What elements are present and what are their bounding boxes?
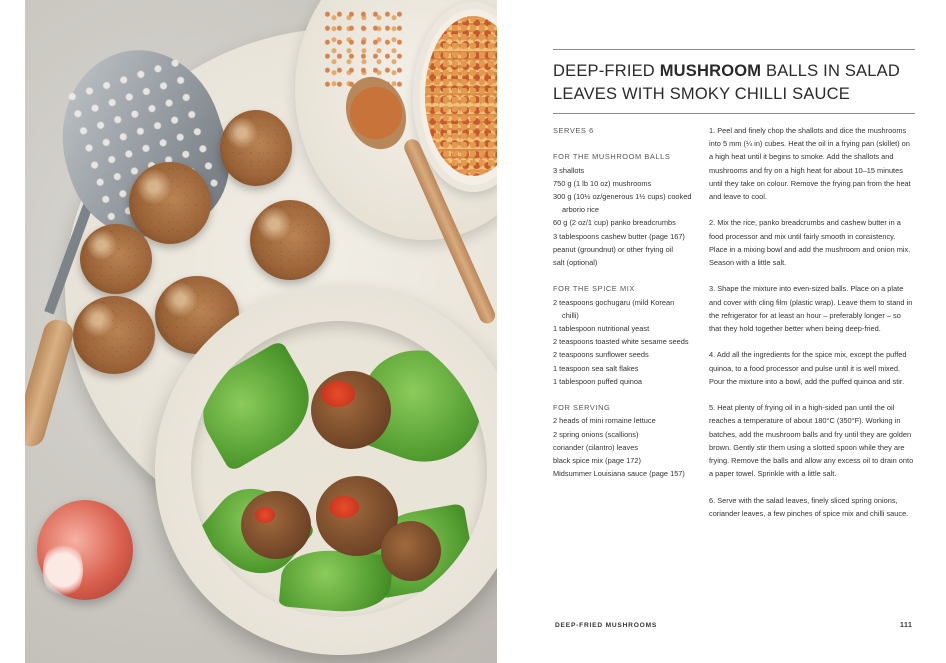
ingredient: peanut (groundnut) or other frying oil — [553, 244, 673, 254]
page-number: 111 — [900, 622, 913, 629]
spice-mix — [425, 16, 497, 176]
ingredient: 60 g (2 oz/1 cup) panko breadcrumbs — [553, 218, 676, 228]
mushroom-ball — [250, 200, 330, 280]
method-step: 6. Serve with the salad leaves, finely sliced spring onions, coriander leaves, a few pinches of spice mix and chilli sauce. — [709, 495, 909, 518]
mushroom-ball — [381, 521, 441, 581]
chilli-sauce — [321, 381, 355, 407]
ingredient: coriander (cilantro) leaves — [553, 442, 639, 452]
method-step: 5. Heat plenty of frying oil in a high-sided pan until the oil reaches a temperature of about 180°C (350°F). Working in batches, add the mushroom balls and fry until they are golden brown. Gently stir them using a slotted spoon while they are frying. Remove the balls and allow any excess oil to drain onto a paper towel. Sprinkle with a little salt. — [709, 403, 914, 479]
ingredient: 3 shallots — [553, 165, 585, 175]
section-heading: FOR SERVING — [553, 403, 611, 413]
ingredient: 300 g (10½ oz/generous 1½ cups) cooked arborio rice — [553, 192, 692, 215]
ingredient: 2 teaspoons gochugaru (mild Korean chilli) — [553, 297, 675, 320]
mushroom-ball — [73, 296, 155, 374]
salad — [191, 321, 487, 617]
section-heading: FOR THE MUSHROOM BALLS — [553, 152, 671, 162]
chilli-sauce — [329, 496, 359, 518]
ingredient: 1 tablespoon nutritional yeast — [553, 324, 650, 334]
mushroom-ball — [80, 224, 152, 294]
ingredient: 3 tablespoons cashew butter (page 167) — [553, 231, 685, 241]
method-step: 2. Mix the rice, panko breadcrumbs and cashew butter in a food processor and mix until fairly smooth in consistency. Place in a mixing bowl and add the mushroom and onion mix. Season with a little salt. — [709, 218, 911, 268]
slotted-spoon-handle — [25, 316, 76, 449]
running-title: DEEP-FRIED MUSHROOMS — [555, 622, 658, 629]
ingredient: Midsummer Louisiana sauce (page 157) — [553, 469, 685, 479]
chilli-sauce — [255, 507, 275, 523]
mushroom-ball — [220, 110, 292, 186]
title-rule — [553, 113, 915, 114]
method-step: 3. Shape the mixture into even-sized balls. Place on a plate and cover with cling film (plastic wrap). Leave them to stand in the refrigerator for at least an hour – preferably longer – so that they hold together better when being deep-fried. — [709, 284, 913, 334]
mushroom-ball — [241, 491, 311, 559]
lettuce-leaf — [191, 340, 326, 473]
ingredients-column — [553, 124, 693, 480]
top-rule — [553, 49, 915, 50]
recipe-title: DEEP-FRIED MUSHROOM BALLS IN SALAD LEAVES WITH SMOKY CHILLI SAUCE — [553, 62, 900, 103]
ingredient: 2 teaspoons sunflower seeds — [553, 350, 649, 360]
ingredient: black spice mix (page 172) — [553, 456, 641, 466]
salad-bowl — [155, 285, 497, 655]
mushroom-ball — [129, 162, 211, 244]
method-step: 4. Add all the ingredients for the spice mix, except the puffed quinoa, to a food processor and pulse until it is well mixed. Pour the mixture into a bowl, add the puffed quinoa and stir. — [709, 350, 907, 386]
ingredient: 1 tablespoon puffed quinoa — [553, 376, 643, 386]
sauce-bottle-neck — [43, 540, 83, 600]
serves: SERVES 6 — [553, 126, 594, 135]
lettuce-leaf — [279, 546, 394, 615]
ingredient: 2 teaspoons toasted white sesame seeds — [553, 337, 689, 347]
mushroom-ball — [311, 371, 391, 449]
method-step: 1. Peel and finely chop the shallots and dice the mushrooms into 5 mm (¼ in) cubes. Heat the oil in a frying pan (skillet) on a high heat until it begins to smoke. Add the shallots and mushrooms and fry on a high heat for about 10–15 minutes until they take on colour. Remove the frying pan from the heat and leave to cool. — [709, 126, 911, 202]
method-column — [709, 124, 915, 533]
ingredient: 2 spring onions (scallions) — [553, 429, 639, 439]
food-photo — [25, 0, 497, 663]
section-heading: FOR THE SPICE MIX — [553, 284, 635, 294]
ingredient: 1 teaspoon sea salt flakes — [553, 363, 639, 373]
ingredient: salt (optional) — [553, 258, 598, 268]
ingredient: 2 heads of mini romaine lettuce — [553, 416, 656, 426]
ingredient: 750 g (1 lb 10 oz) mushrooms — [553, 178, 652, 188]
